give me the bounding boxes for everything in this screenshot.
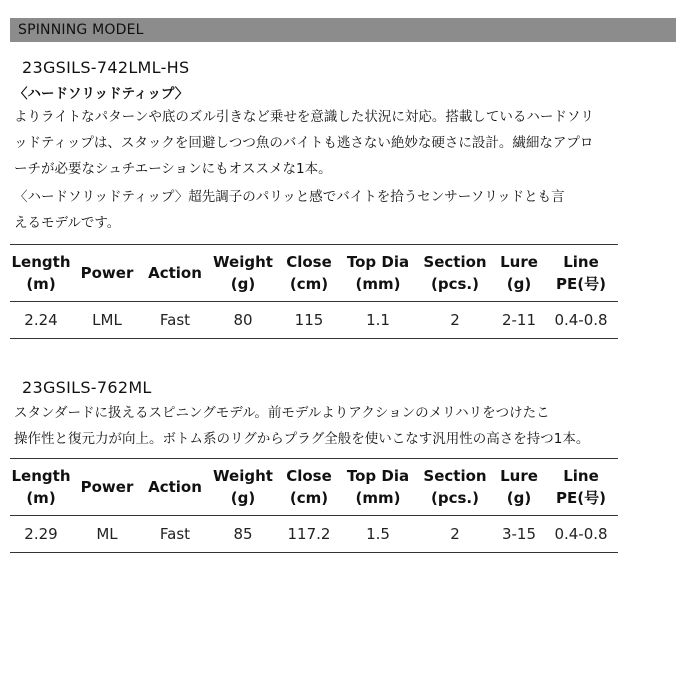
section-title: SPINNING MODEL — [18, 22, 144, 38]
spec-weight: 80 — [233, 311, 253, 329]
model-note-1 — [14, 184, 565, 236]
col-section: Section (pcs.) — [423, 253, 487, 293]
col-power: Power — [80, 478, 134, 496]
col-lure: Lure (g) — [500, 467, 538, 507]
col-top-dia: Top Dia (mm) — [346, 253, 410, 293]
spec-action: Fast — [159, 525, 191, 543]
col-weight: Weight (g) — [213, 253, 273, 293]
spec-line: 0.4-0.8 — [554, 525, 608, 543]
spec-top-dia: 1.1 — [366, 311, 390, 329]
table-row — [10, 302, 618, 339]
description-line: スタンダードに扱えるスピニングモデル。前モデルよりアクションのメリハリをつけたこ — [14, 405, 550, 421]
col-length: Length (m) — [11, 253, 71, 293]
spec-power: ML — [96, 525, 118, 543]
spec-section: 2 — [450, 525, 460, 543]
spec-table-1 — [10, 244, 618, 339]
spec-weight: 85 — [233, 525, 253, 543]
note-line: えるモデルです。 — [14, 215, 121, 231]
spec-close: 117.2 — [287, 525, 331, 543]
spec-close: 115 — [294, 311, 324, 329]
spec-line: 0.4-0.8 — [554, 311, 608, 329]
col-power: Power — [80, 264, 134, 282]
spec-section: 2 — [450, 311, 460, 329]
col-close: Close (cm) — [286, 253, 332, 293]
section-header — [10, 18, 676, 42]
col-lure: Lure (g) — [500, 253, 538, 293]
col-close: Close (cm) — [286, 467, 332, 507]
spec-lure: 2-11 — [501, 311, 537, 329]
model-name-2: 23GSILS-762ML — [22, 378, 152, 397]
model-description-1 — [14, 104, 594, 182]
col-top-dia: Top Dia (mm) — [346, 467, 410, 507]
model-subtitle-1: 〈ハードソリッドティップ〉 — [14, 86, 189, 102]
spec-action: Fast — [159, 311, 191, 329]
note-line: 〈ハードソリッドティップ〉超先調子のパリッと感でバイトを拾うセンサーソリッドとも言 — [14, 189, 565, 205]
spec-power: LML — [92, 311, 122, 329]
spec-lure: 3-15 — [501, 525, 537, 543]
col-action: Action — [148, 478, 202, 496]
description-line: ーチが必要なシュチエーションにもオススメな1本。 — [14, 161, 332, 177]
col-line: Line PE(号) — [556, 253, 606, 293]
description-line: ッドティップは、スタックを回避しつつ魚のバイトも逃さない絶妙な硬さに設計。繊細なアプロ — [14, 135, 594, 151]
spec-length: 2.29 — [24, 525, 58, 543]
description-line: よりライトなパターンや底のズル引きなど乗せを意識した状況に対応。搭載しているハードソリ — [14, 109, 594, 125]
description-line: 操作性と復元力が向上。ボトム系のリグからプラグ全般を使いこなす汎用性の高さを持つ1本。 — [14, 431, 590, 447]
col-line: Line PE(号) — [556, 467, 606, 507]
col-action: Action — [148, 264, 202, 282]
col-section: Section (pcs.) — [423, 467, 487, 507]
spec-length: 2.24 — [24, 311, 58, 329]
spec-header-row — [10, 245, 618, 302]
model-description-2 — [14, 400, 589, 452]
spec-table-2 — [10, 458, 618, 553]
spec-header-row — [10, 459, 618, 516]
col-length: Length (m) — [11, 467, 71, 507]
col-weight: Weight (g) — [213, 467, 273, 507]
spec-top-dia: 1.5 — [366, 525, 390, 543]
table-row — [10, 516, 618, 553]
model-name-1: 23GSILS-742LML-HS — [22, 58, 190, 77]
